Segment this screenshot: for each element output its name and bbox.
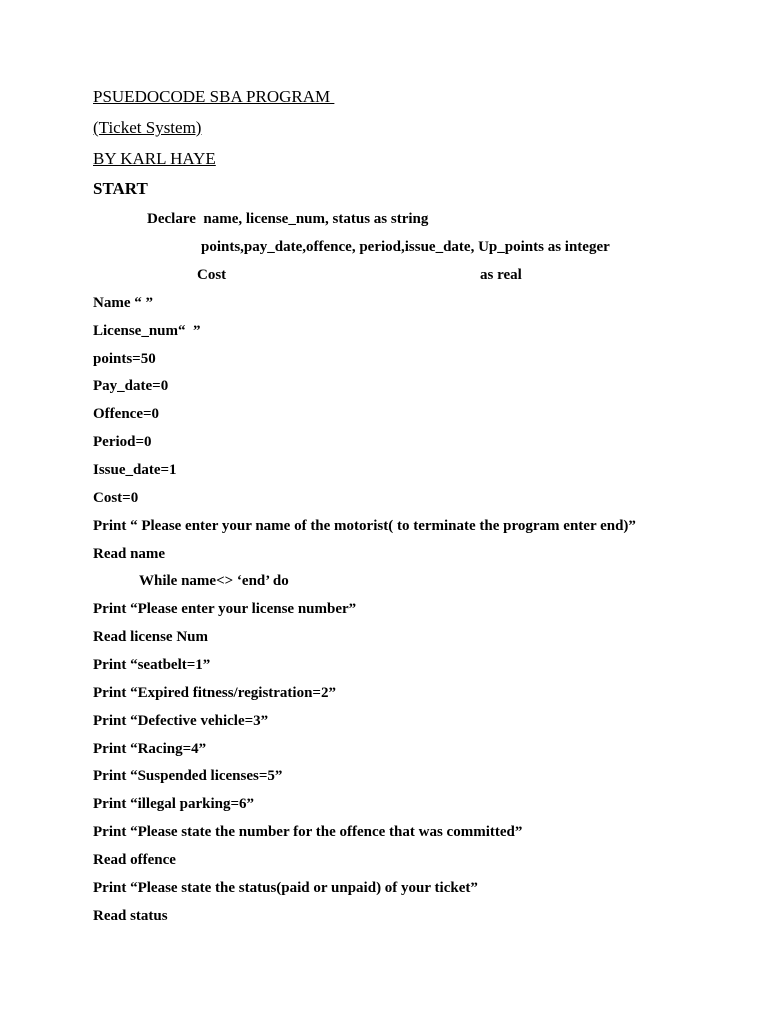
code-line: Read license Num <box>93 629 208 645</box>
declaration-strings: Declare name, license_num, status as string <box>147 211 429 227</box>
code-line: Issue_date=1 <box>93 462 177 478</box>
code-line: Print “Expired fitness/registration=2” <box>93 685 336 701</box>
code-line: Period=0 <box>93 434 152 450</box>
code-line: Name “ ” <box>93 295 153 311</box>
code-line: Print “ Please enter your name of the motorist( to terminate the program enter end)” <box>93 518 636 534</box>
code-line: Print “Suspended licenses=5” <box>93 768 283 784</box>
start-keyword: START <box>93 179 148 198</box>
code-line: points=50 <box>93 351 156 367</box>
code-line: Read offence <box>93 852 176 868</box>
code-line: Read status <box>93 908 168 924</box>
code-line: Cost=0 <box>93 490 139 506</box>
document-author: BY KARL HAYE <box>93 149 216 168</box>
code-line: License_num“ ” <box>93 323 201 339</box>
code-line-loop: While name<> ‘end’ do <box>139 573 289 589</box>
code-line: Read name <box>93 546 166 562</box>
code-line: Pay_date=0 <box>93 378 169 394</box>
code-line: Print “seatbelt=1” <box>93 657 211 673</box>
code-line: Print “illegal parking=6” <box>93 796 255 812</box>
code-line: Print “Please enter your license number” <box>93 601 357 617</box>
declaration-integers: points,pay_date,offence, period,issue_date, Up_points as integer <box>201 239 610 255</box>
code-line: Print “Please state the number for the offence that was committed” <box>93 824 523 840</box>
code-line: Print “Please state the status(paid or unpaid) of your ticket” <box>93 880 478 896</box>
code-line: Offence=0 <box>93 406 160 422</box>
declaration-real-variable: Cost <box>197 267 227 283</box>
code-line: Print “Defective vehicle=3” <box>93 713 269 729</box>
document-subtitle: (Ticket System) <box>93 118 202 137</box>
code-line: Print “Racing=4” <box>93 741 207 757</box>
document-title: PSUEDOCODE SBA PROGRAM <box>93 87 335 106</box>
declaration-real-type: as real <box>480 267 522 283</box>
